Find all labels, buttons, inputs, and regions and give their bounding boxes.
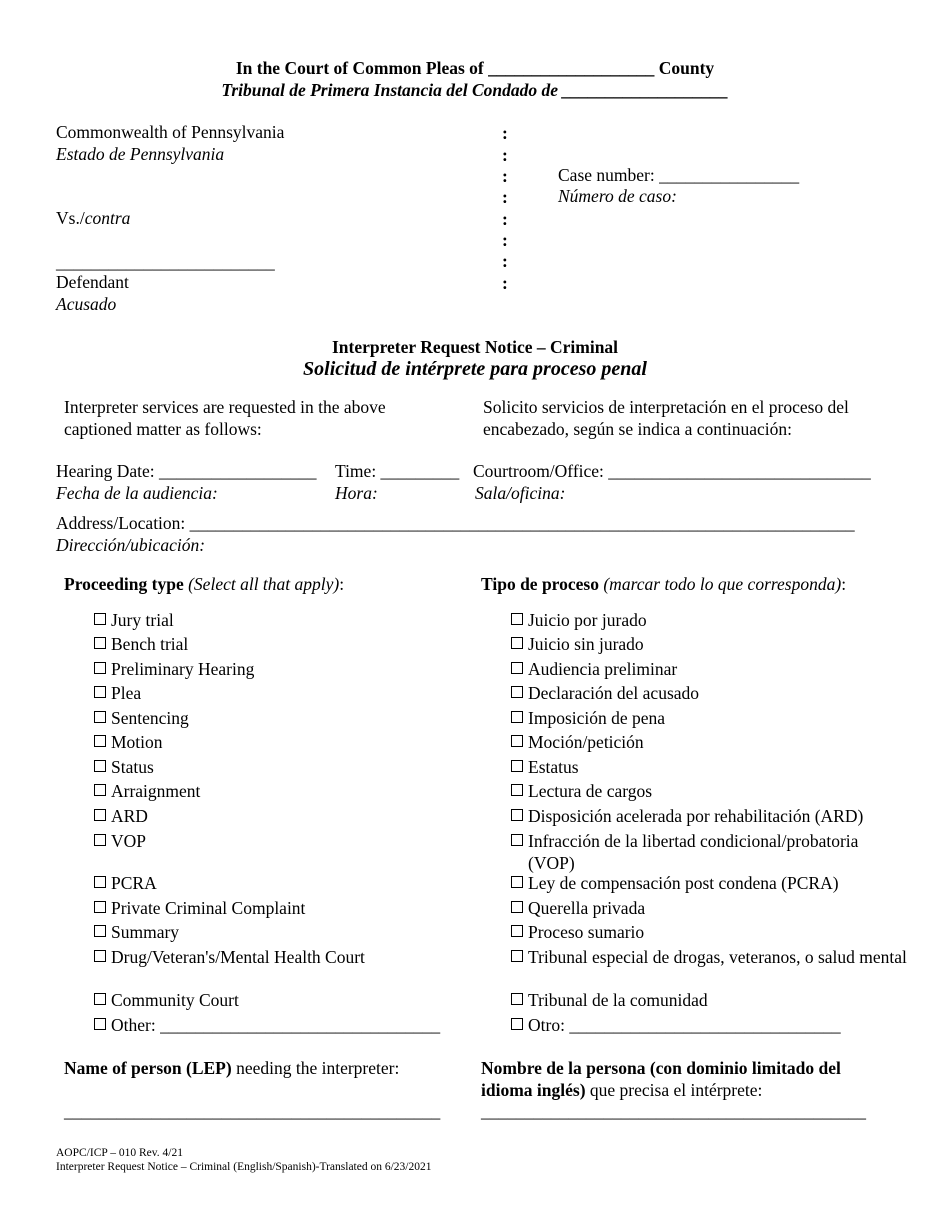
option-label: Imposición de pena bbox=[528, 708, 666, 728]
checkbox[interactable] bbox=[94, 876, 106, 888]
option-label: Plea bbox=[111, 683, 142, 703]
lep-name-field-en[interactable]: ___________________________________________ bbox=[64, 1101, 441, 1121]
court-heading-prefix: In the Court of Common Pleas of bbox=[235, 58, 484, 78]
option-label: Status bbox=[111, 757, 154, 777]
proceeding-option-es-jury-trial[interactable] bbox=[511, 609, 647, 631]
proceeding-option-community-court[interactable] bbox=[94, 989, 239, 1011]
defendant-name-field[interactable]: _________________________ bbox=[56, 252, 275, 272]
caption-colon: : bbox=[502, 145, 508, 165]
proceeding-option-es-plea[interactable] bbox=[511, 682, 699, 704]
option-label: Tribunal de la comunidad bbox=[528, 990, 708, 1010]
proceeding-option-es-arraignment[interactable] bbox=[511, 780, 652, 802]
checkbox[interactable] bbox=[94, 784, 106, 796]
courtroom-field[interactable]: Courtroom/Office: ______________________________ bbox=[473, 461, 871, 481]
proceeding-option-other[interactable] bbox=[94, 1014, 440, 1036]
checkbox[interactable] bbox=[511, 950, 523, 962]
proceeding-option-es-preliminary-hearing[interactable] bbox=[511, 658, 677, 680]
proceeding-option-es-summary[interactable] bbox=[511, 921, 644, 943]
proceeding-heading-es bbox=[481, 573, 846, 595]
proceeding-option-specialty-court[interactable] bbox=[94, 946, 365, 968]
proceeding-option-pcra[interactable] bbox=[94, 872, 157, 894]
proceeding-option-status[interactable] bbox=[94, 756, 154, 778]
option-label: Juicio sin jurado bbox=[528, 634, 644, 654]
option-label: Community Court bbox=[111, 990, 239, 1010]
lep-label-en-bold: Name of person (LEP) bbox=[64, 1058, 232, 1078]
lep-label-en bbox=[64, 1057, 399, 1079]
option-label: Proceso sumario bbox=[528, 922, 645, 942]
proceeding-option-es-private-complaint[interactable] bbox=[511, 897, 645, 919]
intro-en: Interpreter services are requested in the above captioned matter as follows: bbox=[64, 397, 386, 439]
caption-colon: : bbox=[502, 251, 508, 271]
checkbox[interactable] bbox=[511, 784, 523, 796]
proceeding-option-preliminary-hearing[interactable] bbox=[94, 658, 254, 680]
proceeding-option-es-community-court[interactable] bbox=[511, 989, 708, 1011]
address-label-es: Dirección/ubicación: bbox=[56, 535, 206, 555]
time-field[interactable]: Time: _________ bbox=[335, 461, 460, 481]
proceeding-option-sentencing[interactable] bbox=[94, 707, 189, 729]
caption-colon: : bbox=[502, 187, 508, 207]
checkbox[interactable] bbox=[94, 809, 106, 821]
option-label: Motion bbox=[111, 732, 163, 752]
checkbox[interactable] bbox=[94, 637, 106, 649]
address-field[interactable]: Address/Location: ____________________________________________________________________________ bbox=[56, 513, 855, 533]
option-label: Tribunal especial de drogas, veteranos, o salud mental bbox=[528, 947, 907, 967]
checkbox[interactable] bbox=[94, 735, 106, 747]
versus-label bbox=[56, 207, 130, 229]
option-label: Querella privada bbox=[528, 898, 646, 918]
hearing-date-field[interactable]: Hearing Date: __________________ bbox=[56, 461, 317, 481]
footer-form-number: AOPC/ICP – 010 Rev. 4/21 bbox=[56, 1147, 183, 1159]
defendant-es: Acusado bbox=[56, 294, 117, 314]
proceeding-option-bench-trial[interactable] bbox=[94, 633, 188, 655]
checkbox[interactable] bbox=[94, 950, 106, 962]
option-label: Lectura de cargos bbox=[528, 781, 653, 801]
form-title-es: Solicitud de intérprete para proceso penal bbox=[303, 358, 647, 380]
checkbox[interactable] bbox=[511, 834, 523, 846]
time-label-es: Hora: bbox=[335, 483, 378, 503]
option-label: Ley de compensación post condena (PCRA) bbox=[528, 873, 839, 893]
checkbox[interactable] bbox=[94, 686, 106, 698]
court-heading-suffix: County bbox=[658, 58, 715, 78]
form-title-en: Interpreter Request Notice – Criminal bbox=[331, 337, 619, 357]
proceeding-option-es-pcra[interactable] bbox=[511, 872, 839, 894]
checkbox[interactable] bbox=[511, 711, 523, 723]
proceeding-heading-en-bold: Proceeding type bbox=[64, 574, 184, 594]
proceeding-option-es-ard[interactable] bbox=[511, 805, 863, 827]
lep-label-es bbox=[481, 1057, 881, 1101]
versus-en: Vs./ bbox=[56, 208, 85, 228]
option-label: Moción/petición bbox=[528, 732, 644, 752]
option-label: VOP bbox=[111, 831, 147, 851]
case-number-field[interactable]: Case number: ________________ bbox=[558, 165, 800, 185]
option-label: Otro: _______________________________ bbox=[528, 1015, 841, 1035]
caption-colon: : bbox=[502, 230, 508, 250]
checkbox[interactable] bbox=[511, 901, 523, 913]
caption-colon: : bbox=[502, 273, 508, 293]
proceeding-option-es-specialty-court[interactable] bbox=[511, 946, 908, 968]
checkbox[interactable] bbox=[511, 876, 523, 888]
caption-colon: : bbox=[502, 123, 508, 143]
checkbox[interactable] bbox=[94, 613, 106, 625]
checkbox[interactable] bbox=[94, 760, 106, 772]
proceeding-option-es-bench-trial[interactable] bbox=[511, 633, 644, 655]
proceeding-option-es-other[interactable] bbox=[511, 1014, 841, 1036]
option-label: ARD bbox=[111, 806, 148, 826]
proceeding-heading-es-end: : bbox=[841, 574, 847, 594]
checkbox[interactable] bbox=[511, 735, 523, 747]
option-label: Private Criminal Complaint bbox=[111, 898, 306, 918]
option-label: Preliminary Hearing bbox=[111, 659, 255, 679]
checkbox[interactable] bbox=[511, 1018, 523, 1030]
checkbox[interactable] bbox=[511, 637, 523, 649]
checkbox[interactable] bbox=[511, 925, 523, 937]
checkbox[interactable] bbox=[511, 686, 523, 698]
checkbox[interactable] bbox=[511, 613, 523, 625]
checkbox[interactable] bbox=[94, 1018, 106, 1030]
footer-form-title: Interpreter Request Notice – Criminal (English/Spanish)-Translated on 6/23/2021 bbox=[56, 1161, 432, 1173]
proceeding-heading-en-italic: (Select all that apply) bbox=[188, 574, 340, 594]
versus-es: contra bbox=[84, 208, 131, 228]
proceeding-option-summary[interactable] bbox=[94, 921, 179, 943]
proceeding-heading-es-italic: (marcar todo lo que corresponda) bbox=[603, 574, 842, 594]
plaintiff-es: Estado de Pennsylvania bbox=[56, 144, 225, 164]
checkbox[interactable] bbox=[94, 925, 106, 937]
checkbox[interactable] bbox=[511, 760, 523, 772]
option-label: PCRA bbox=[111, 873, 157, 893]
checkbox[interactable] bbox=[511, 993, 523, 1005]
proceeding-heading-en bbox=[64, 573, 344, 595]
proceeding-option-motion[interactable] bbox=[94, 731, 163, 753]
case-number-label-es: Número de caso: bbox=[558, 186, 677, 206]
proceeding-option-ard[interactable] bbox=[94, 805, 148, 827]
hearing-date-label-es: Fecha de la audiencia: bbox=[56, 483, 218, 503]
lep-name-field-es[interactable]: ____________________________________________ bbox=[481, 1101, 866, 1121]
proceeding-option-private-complaint[interactable] bbox=[94, 897, 305, 919]
proceeding-option-es-status[interactable] bbox=[511, 756, 579, 778]
lep-label-en-rest: needing the interpreter: bbox=[236, 1058, 400, 1078]
proceeding-heading-en-end: : bbox=[339, 574, 345, 594]
proceeding-option-plea[interactable] bbox=[94, 682, 141, 704]
option-label: Sentencing bbox=[111, 708, 189, 728]
option-label: Summary bbox=[111, 922, 180, 942]
court-heading-es: Tribunal de Primera Instancia del Condado de ___________________ bbox=[221, 80, 729, 100]
intro-es: Solicito servicios de interpretación en el proceso del encabezado, según se indica a continuación: bbox=[483, 397, 849, 439]
checkbox[interactable] bbox=[511, 809, 523, 821]
plaintiff-en: Commonwealth of Pennsylvania bbox=[56, 122, 285, 142]
courtroom-label-es: Sala/oficina: bbox=[475, 483, 566, 503]
option-label: Other: ________________________________ bbox=[111, 1015, 441, 1035]
checkbox[interactable] bbox=[94, 834, 106, 846]
checkbox[interactable] bbox=[511, 662, 523, 674]
caption-colon: : bbox=[502, 166, 508, 186]
option-label: Juicio por jurado bbox=[528, 610, 647, 630]
proceeding-option-es-motion[interactable] bbox=[511, 731, 644, 753]
proceeding-option-jury-trial[interactable] bbox=[94, 609, 174, 631]
checkbox[interactable] bbox=[94, 993, 106, 1005]
caption-colon: : bbox=[502, 209, 508, 229]
option-label: Arraignment bbox=[111, 781, 201, 801]
option-label: Bench trial bbox=[111, 634, 189, 654]
court-heading-en bbox=[0, 57, 950, 79]
option-label: Drug/Veteran's/Mental Health Court bbox=[111, 947, 365, 967]
option-label: Declaración del acusado bbox=[528, 683, 700, 703]
checkbox[interactable] bbox=[94, 711, 106, 723]
defendant-en: Defendant bbox=[56, 272, 129, 292]
proceeding-option-es-vop[interactable] bbox=[511, 830, 908, 874]
option-label: Disposición acelerada por rehabilitación (ARD) bbox=[528, 806, 864, 826]
proceeding-option-arraignment[interactable] bbox=[94, 780, 200, 802]
lep-label-es-bold: Nombre de la persona (con dominio limitado del idioma inglés) bbox=[481, 1058, 841, 1100]
option-label: Infracción de la libertad condicional/probatoria (VOP) bbox=[528, 831, 859, 873]
option-label: Estatus bbox=[528, 757, 579, 777]
lep-label-es-rest: que precisa el intérprete: bbox=[589, 1080, 763, 1100]
proceeding-heading-es-bold: Tipo de proceso bbox=[481, 574, 599, 594]
checkbox[interactable] bbox=[94, 662, 106, 674]
county-field[interactable]: ___________________ bbox=[488, 58, 655, 78]
checkbox[interactable] bbox=[94, 901, 106, 913]
proceeding-option-vop[interactable] bbox=[94, 830, 146, 852]
option-label: Audiencia preliminar bbox=[528, 659, 678, 679]
proceeding-option-es-sentencing[interactable] bbox=[511, 707, 665, 729]
option-label: Jury trial bbox=[111, 610, 174, 630]
